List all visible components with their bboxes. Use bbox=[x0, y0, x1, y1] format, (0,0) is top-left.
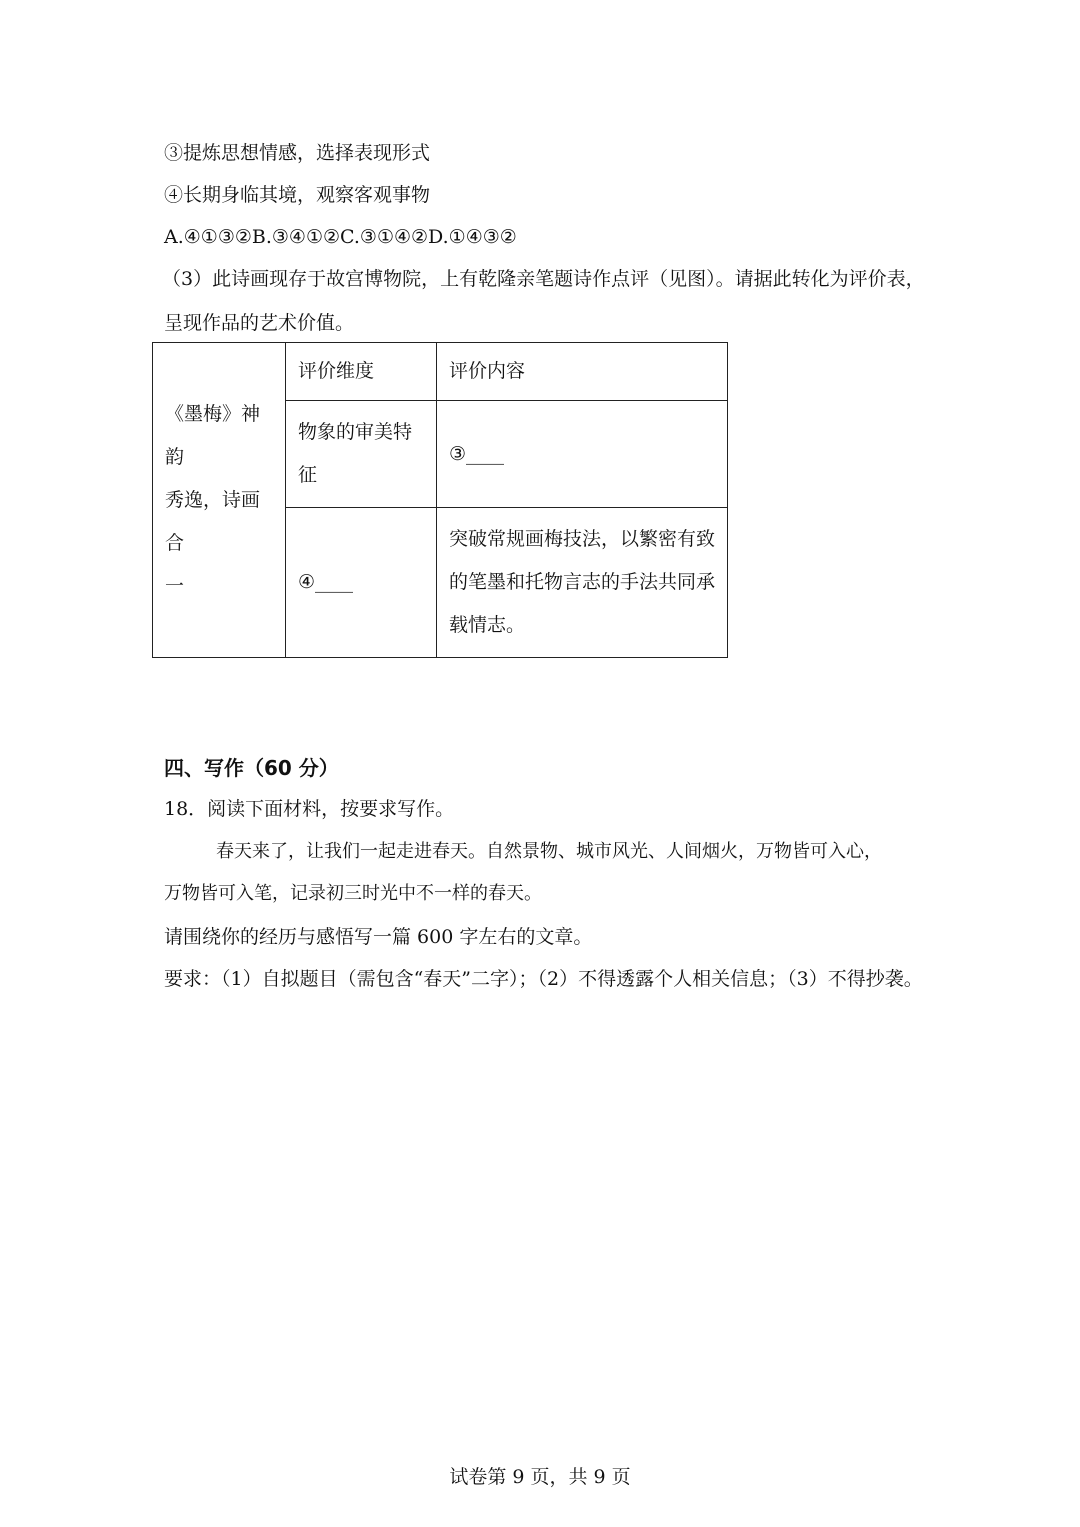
row2-content-line-3: 载情志。 bbox=[449, 614, 526, 636]
row1-dimension-line-2: 征 bbox=[298, 464, 318, 486]
row2-content-line-2: 的笔墨和托物言志的手法共同承 bbox=[449, 571, 716, 593]
question-18-instruction: 请围绕你的经历与感悟写一篇 600 字左右的文章。 bbox=[164, 926, 593, 948]
question-3-line-2: 呈现作品的艺术价值。 bbox=[164, 312, 355, 334]
section-title: 四、写作（60 分） bbox=[164, 756, 339, 780]
option-item-4: ④长期身临其境，观察客观事物 bbox=[164, 184, 431, 206]
col-header-content: 评价内容 bbox=[437, 343, 728, 401]
row2-content bbox=[437, 508, 728, 658]
question-3-line-1: （3）此诗画现存于故宫博物院，上有乾隆亲笔题诗作点评（见图）。请据此转化为评价表， bbox=[162, 268, 925, 290]
row-header-line-2: 秀逸，诗画合 bbox=[165, 488, 261, 554]
question-18-intro: 18．阅读下面材料，按要求写作。 bbox=[164, 798, 455, 820]
evaluation-table bbox=[152, 342, 728, 658]
answer-choices: A.④①③②B.③④①②C.③①④②D.①④③② bbox=[164, 226, 517, 248]
row2-content-line-1: 突破常规画梅技法，以繁密有致 bbox=[449, 528, 716, 550]
row1-dimension-line-1: 物象的审美特 bbox=[298, 421, 413, 443]
page-footer: 试卷第 9 页，共 9 页 bbox=[449, 1466, 631, 1488]
row2-dimension-blank: ④____ bbox=[286, 508, 437, 658]
material-line-1: 春天来了，让我们一起走进春天。自然景物、城市风光、人间烟火，万物皆可入心， bbox=[216, 841, 882, 862]
col-header-dimension: 评价维度 bbox=[286, 343, 437, 401]
row1-content-blank: ③____ bbox=[437, 401, 728, 508]
row-header-line-3: 一 bbox=[165, 574, 185, 597]
material-line-2: 万物皆可入笔，记录初三时光中不一样的春天。 bbox=[164, 883, 542, 904]
row-header-line-1: 《墨梅》神韵 bbox=[165, 402, 261, 468]
table-row-header bbox=[153, 343, 286, 658]
row1-dimension bbox=[286, 401, 437, 508]
question-18-requirements: 要求：（1）自拟题目（需包含“春天”二字）；（2）不得透露个人相关信息；（3）不得抄袭。 bbox=[164, 968, 923, 990]
option-item-3: ③提炼思想情感，选择表现形式 bbox=[164, 142, 431, 164]
